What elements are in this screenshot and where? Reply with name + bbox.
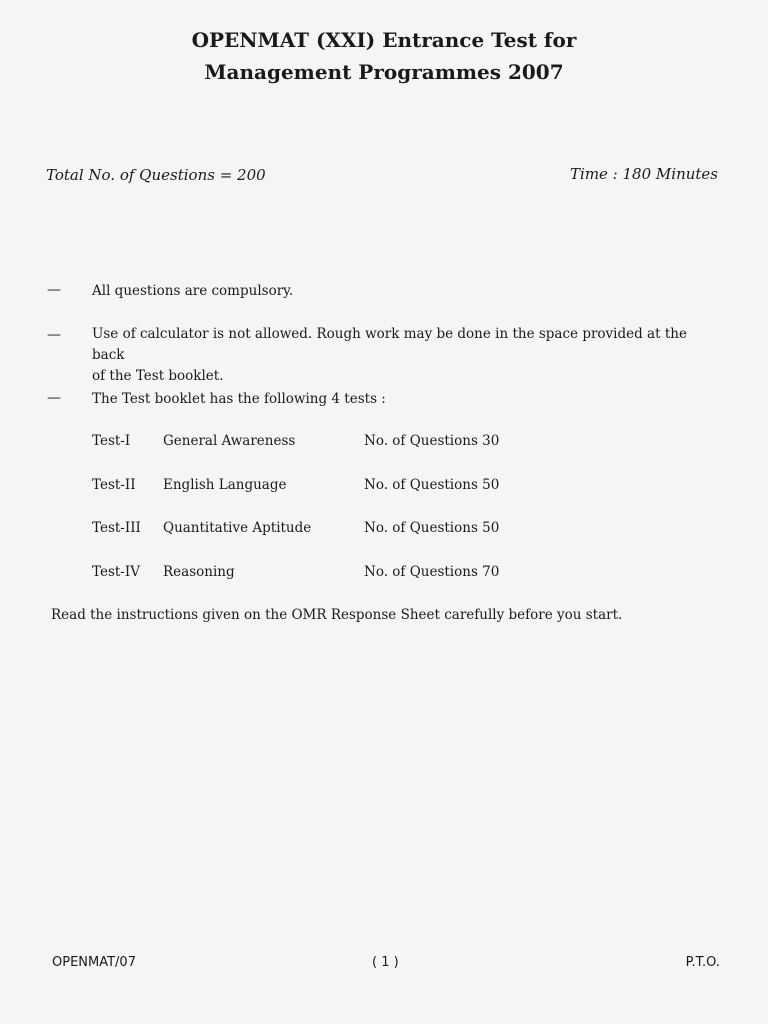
footer-code: OPENMAT/07: [52, 955, 136, 970]
instruction-tests-intro: The Test booklet has the following 4 tests :: [92, 391, 386, 407]
test-code: Test-II: [92, 477, 136, 493]
test-row: [92, 520, 692, 542]
test-name: Quantitative Aptitude: [163, 520, 312, 536]
instruction-compulsory: All questions are compulsory.: [92, 283, 294, 299]
page-number: ( 1 ): [372, 955, 399, 970]
instruction-calculator-line-1: Use of calculator is not allowed. Rough work may be done in the space provided at the back: [92, 326, 687, 363]
instruction-dash: —: [47, 282, 61, 298]
test-name: English Language: [163, 477, 287, 493]
time-limit: Time : 180 Minutes: [570, 165, 718, 183]
title-line-1: OPENMAT (XXI) Entrance Test for: [191, 28, 577, 52]
pto-label: P.T.O.: [685, 955, 720, 970]
page-title: [0, 24, 768, 88]
test-row: [92, 477, 692, 499]
test-code: Test-I: [92, 433, 131, 449]
test-name: General Awareness: [163, 433, 296, 449]
title-line-2: Management Programmes 2007: [204, 60, 564, 84]
test-row: [92, 433, 692, 455]
test-row: [92, 564, 692, 586]
instruction-dash: —: [47, 327, 61, 343]
test-name: Reasoning: [163, 564, 235, 580]
test-question-count: No. of Questions 70: [364, 564, 500, 580]
test-code: Test-IV: [92, 564, 140, 580]
test-question-count: No. of Questions 50: [364, 520, 500, 536]
test-question-count: No. of Questions 50: [364, 477, 500, 493]
closing-note: Read the instructions given on the OMR Response Sheet carefully before you start.: [51, 607, 623, 623]
test-question-count: No. of Questions 30: [364, 433, 500, 449]
instruction-calculator-line-2: of the Test booklet.: [92, 368, 224, 384]
instruction-dash: —: [47, 390, 61, 406]
instruction-calculator: [92, 324, 722, 387]
test-code: Test-III: [92, 520, 141, 536]
total-questions: Total No. of Questions = 200: [46, 166, 266, 184]
